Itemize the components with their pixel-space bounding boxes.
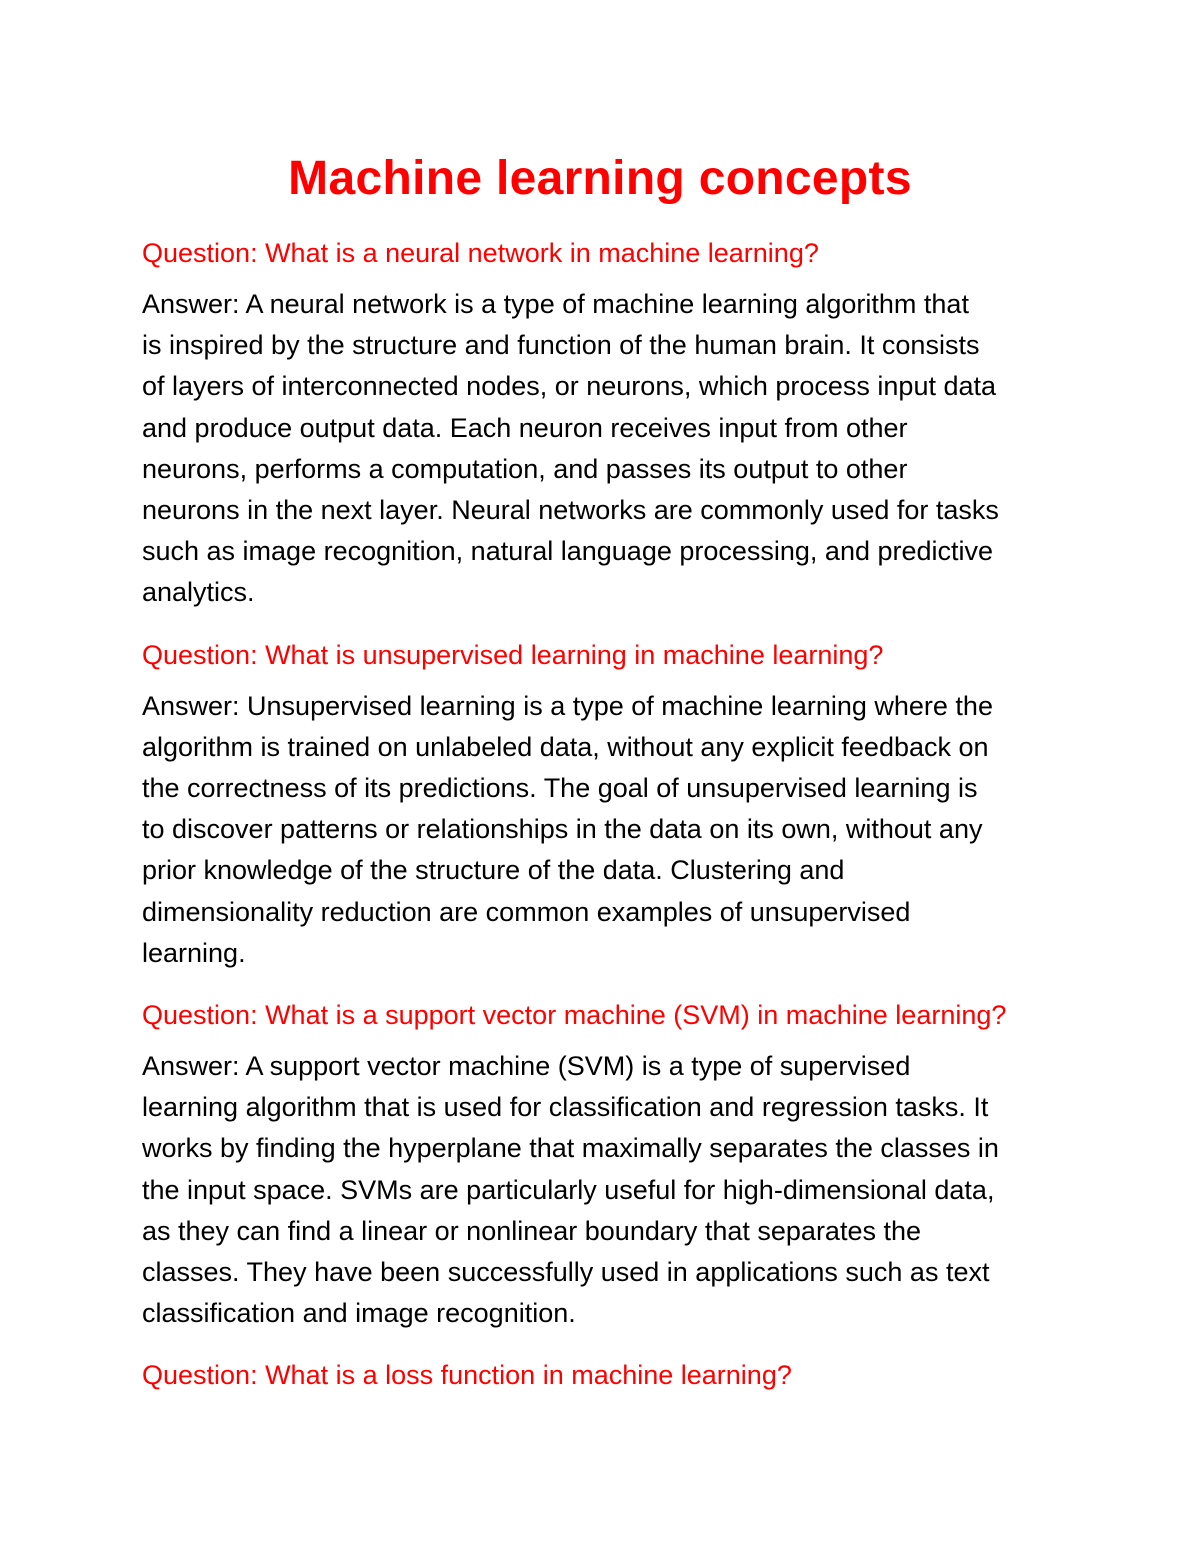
answer-line: Answer: A neural network is a type of machine learning algorithm that <box>142 289 969 319</box>
answer-line: neurons in the next layer. Neural networks are commonly used for tasks <box>142 495 999 526</box>
answer-line: and produce output data. Each neuron receives input from other <box>142 412 908 443</box>
answer-line: the correctness of its predictions. The goal of unsupervised learning is <box>142 773 978 804</box>
answer-line: dimensionality reduction are common examples of unsupervised <box>142 896 911 927</box>
answer-text <box>142 284 1072 614</box>
answer-line: is inspired by the structure and function of the human brain. It consists <box>142 330 980 361</box>
answer-line: of layers of interconnected nodes, or neurons, which process input data <box>142 371 997 402</box>
answer-line: as they can find a linear or nonlinear boundary that separates the <box>142 1215 922 1246</box>
qa-item <box>142 630 1072 974</box>
answer-line: such as image recognition, natural language processing, and predictive <box>142 536 994 567</box>
answer-line: neurons, performs a computation, and passes its output to other <box>142 453 908 484</box>
qa-item <box>142 1350 1072 1400</box>
answer-line: works by finding the hyperplane that maximally separates the classes in <box>142 1133 999 1164</box>
answer-line: learning algorithm that is used for classification and regression tasks. It <box>142 1092 989 1123</box>
document-title: Machine learning concepts <box>288 152 912 205</box>
answer-line: to discover patterns or relationships in the data on its own, without any <box>142 814 983 845</box>
answer-line: algorithm is trained on unlabeled data, without any explicit feedback on <box>142 731 989 762</box>
qa-item <box>142 228 1072 614</box>
answer-line: Answer: A support vector machine (SVM) is a type of supervised <box>142 1051 911 1082</box>
answer-line: classes. They have been successfully used in applications such as text <box>142 1257 990 1288</box>
question-text: Question: What is a support vector machine (SVM) in machine learning? <box>142 1000 1007 1031</box>
question-text: Question: What is unsupervised learning in machine learning? <box>142 639 884 670</box>
answer-line: learning. <box>142 937 246 968</box>
answer-line: analytics. <box>142 577 255 608</box>
question-text: Question: What is a loss function in machine learning? <box>142 1360 792 1391</box>
answer-line: classification and image recognition. <box>142 1298 576 1329</box>
answer-line: the input space. SVMs are particularly useful for high-dimensional data, <box>142 1174 995 1205</box>
question-text: Question: What is a neural network in machine learning? <box>142 238 819 268</box>
answer-text <box>142 1046 1072 1334</box>
qa-item <box>142 990 1072 1334</box>
answer-line: Answer: Unsupervised learning is a type of machine learning where the <box>142 690 993 721</box>
qa-content <box>142 228 1072 1400</box>
answer-line: prior knowledge of the structure of the data. Clustering and <box>142 855 845 886</box>
answer-text <box>142 686 1072 974</box>
